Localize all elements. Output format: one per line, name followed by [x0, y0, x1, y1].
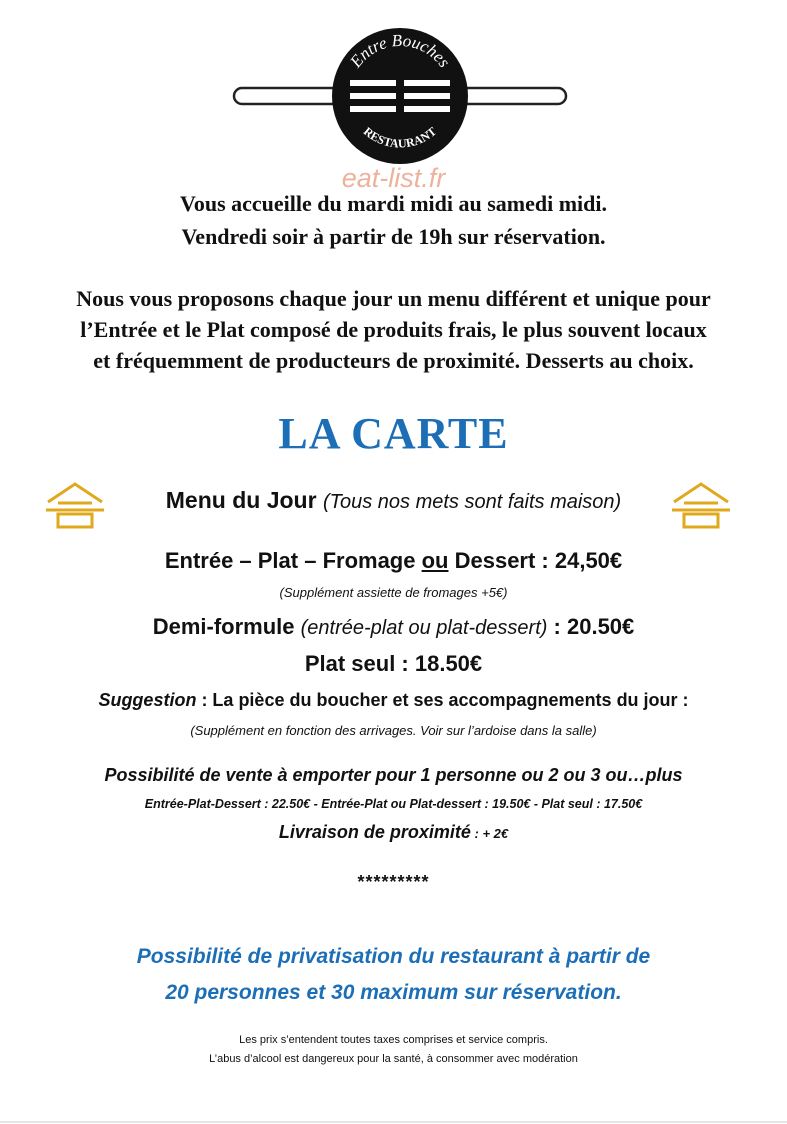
formula-part-a: Entrée – Plat – Fromage: [164, 548, 422, 573]
suggestion-label: Suggestion: [98, 690, 197, 710]
opening-hours-line-2: Vendredi soir à partir de 19h sur réservation.: [181, 224, 606, 249]
suggestion-text: : La pièce du boucher et ses accompagnements du jour :: [196, 690, 689, 710]
intro-paragraph-line-3: et fréquemment de producteurs de proximité. Desserts au choix.: [93, 348, 694, 373]
takeaway-line: Possibilité de vente à emporter pour 1 personne ou 2 ou 3 ou…plus: [104, 765, 683, 785]
opening-hours-line-1: Vous accueille du mardi midi au samedi midi.: [179, 191, 607, 216]
logo-name-bottom: RESTAURANT: [360, 124, 440, 151]
watermark: eat-list.fr: [341, 163, 446, 193]
formula-part-b: Dessert : 24,50€: [448, 548, 623, 573]
privatisation-line-2: 20 personnes et 30 maximum sur réservation.: [165, 981, 622, 1004]
intro-paragraph-line-2: l’Entrée et le Plat composé de produits frais, le plus souvent locaux: [80, 317, 707, 342]
formula-line: [0, 548, 787, 574]
separator-stars: *********: [357, 872, 430, 892]
demi-formule-label: Demi-formule: [152, 614, 301, 639]
demi-formule-line: [0, 614, 787, 640]
footer-line-2: L’abus d’alcool est dangereux pour la santé, à consommer avec modération: [209, 1053, 578, 1065]
demi-formule-note: (entrée-plat ou plat-dessert): [300, 617, 548, 639]
delivery-price: : + 2€: [470, 826, 509, 841]
delivery-label: Livraison de proximité: [278, 822, 471, 842]
formula-or: ou: [421, 548, 449, 573]
privatisation-line-1: Possibilité de privatisation du restaurant à partir de: [136, 945, 651, 968]
plat-seul-line: Plat seul : 18.50€: [304, 651, 483, 676]
page-title: LA CARTE: [278, 409, 509, 458]
restaurant-logo: [230, 22, 570, 172]
menu-heading-note: (Tous nos mets sont faits maison): [322, 491, 622, 513]
formula-note: (Supplément assiette de fromages +5€): [279, 585, 508, 600]
takeaway-prices: Entrée-Plat-Dessert : 22.50€ - Entrée-Plat ou Plat-dessert : 19.50€ - Plat seul : 17.50€: [144, 797, 643, 811]
menu-heading: [0, 487, 787, 514]
footer-line-1: Les prix s’entendent toutes taxes comprises et service compris.: [239, 1034, 548, 1046]
page-bottom-border: [0, 1121, 787, 1123]
menu-heading-title: Menu du Jour: [165, 487, 317, 513]
delivery-line: [0, 822, 787, 843]
intro-paragraph-line-1: Nous vous proposons chaque jour un menu différent et unique pour: [76, 286, 711, 311]
suggestion-note: (Supplément en fonction des arrivages. Voir sur l’ardoise dans la salle): [190, 723, 597, 738]
logo-name-top: Entre Bouches: [346, 30, 454, 72]
demi-formule-price: : 20.50€: [547, 614, 635, 639]
suggestion-line: [0, 690, 787, 711]
